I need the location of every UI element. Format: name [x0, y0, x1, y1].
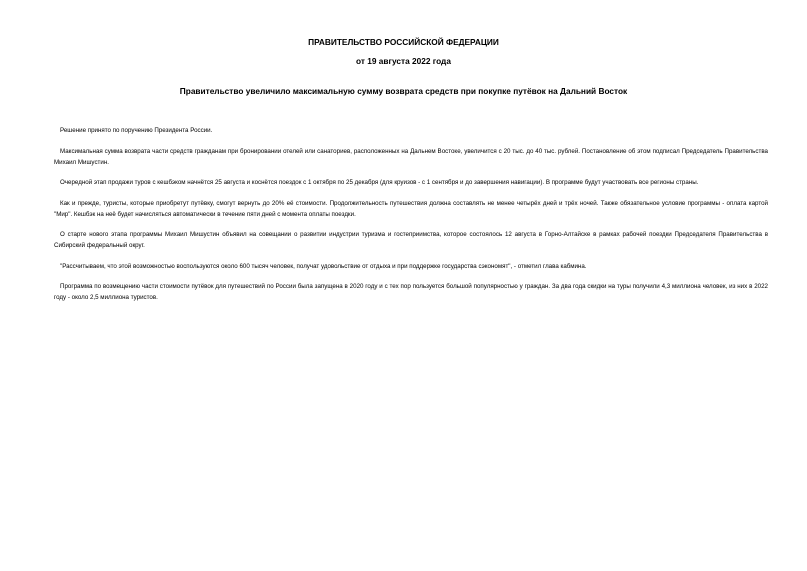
paragraph: "Рассчитываем, что этой возможностью воспользуются около 600 тысяч человек, получат удовольствие от отдыха и при поддержке государства сэкономят", - отметил глава кабмина. — [60, 262, 587, 270]
paragraph: Решение принято по поручению Президента России. — [60, 127, 213, 134]
paragraph: О старте нового этапа программы Михаил Мишустин объявил на совещании о развитии индустрии туризма и гостеприимства, которое состоялось 12 августа в Горно-Алтайске в рамках рабочей поездки Председателя Правительства в Сибирский федеральный округ. — [54, 231, 768, 249]
paragraph: Как и прежде, туристы, которые приобретут путёвку, смогут вернуть до 20% её стоимости. Продолжительность путешествия должна составлять не менее четырёх дней и трёх ночей. Также обязательное условие программы - оплата картой "Мир". Кешбэк на неё будет начисляться автоматически в течение пяти дней с момента оплаты поездки. — [54, 199, 768, 218]
paragraph: Очередной этап продажи туров с кешбэком начнётся 25 августа и коснётся поездок с 1 октября по 25 декабря (для круизов - с 1 сентября и до завершения навигации). В программе будут участвовать все регионы страны. — [60, 179, 699, 186]
paragraph: Максимальная сумма возврата части средств гражданам при бронировании отелей или санаториев, расположенных на Дальнем Востоке, увеличится с 20 тыс. до 40 тыс. рублей. Постановление об этом подписал Председатель Правительства Михаил Мишустин. — [54, 147, 768, 166]
organization-heading: ПРАВИТЕЛЬСТВО РОССИЙСКОЙ ФЕДЕРАЦИИ — [308, 37, 499, 47]
document-title: Правительство увеличило максимальную сумму возврата средств при покупке путёвок на Дальний Восток — [179, 86, 628, 96]
document-date: от 19 августа 2022 года — [356, 56, 451, 66]
paragraph: Программа по возмещению части стоимости путёвок для путешествий по России была запущена в 2020 году и с тех пор пользуется большой популярностью у граждан. За два года скидки на туры получили 4,3 миллиона человек, из них в 2022 году - около 2,5 миллиона туристов. — [54, 283, 768, 301]
document-body — [54, 125, 768, 303]
